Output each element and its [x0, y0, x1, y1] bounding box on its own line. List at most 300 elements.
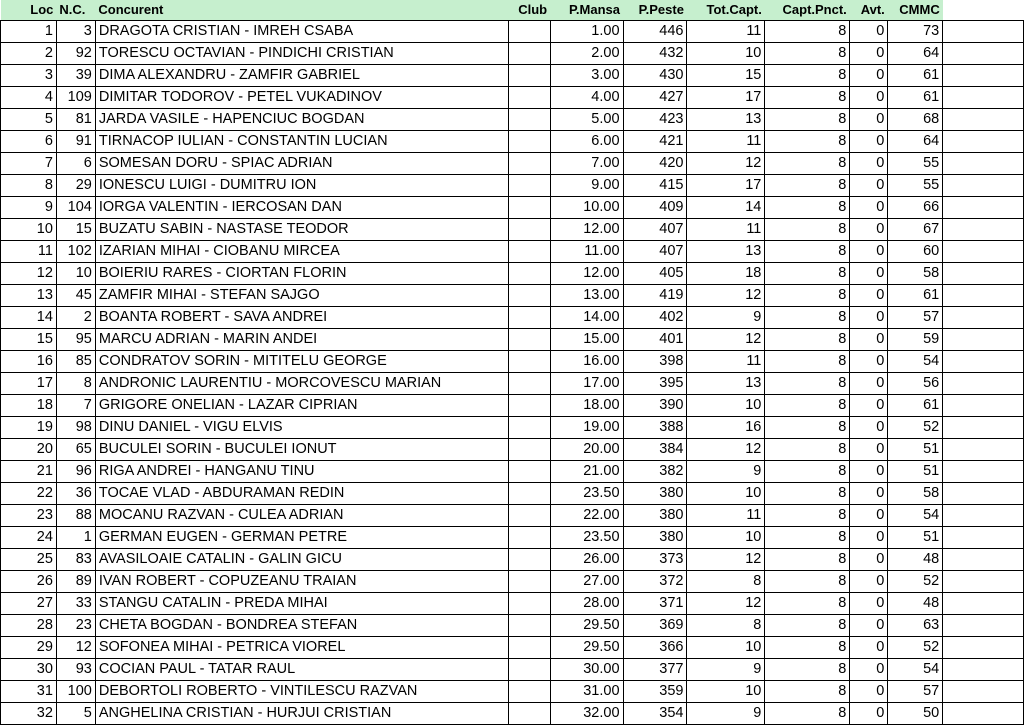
cell-p-mansa: 29.50 [550, 637, 623, 659]
cell-tot-capt: 10 [687, 395, 765, 417]
cell-capt-pnct: 8 [765, 307, 850, 329]
table-row [1, 263, 1024, 285]
cell-p-peste: 430 [623, 65, 687, 87]
cell-p-peste: 380 [623, 483, 687, 505]
cell-capt-pnct: 8 [765, 637, 850, 659]
table-row [1, 87, 1024, 109]
cell-club [508, 571, 550, 593]
cell-blank [943, 527, 1024, 549]
cell-cmmc: 48 [888, 549, 943, 571]
cell-loc: 1 [1, 21, 57, 43]
cell-concurent: SOFONEA MIHAI - PETRICA VIOREL [95, 637, 508, 659]
cell-blank [943, 439, 1024, 461]
cell-p-peste: 419 [623, 285, 687, 307]
cell-avt: 0 [850, 153, 888, 175]
cell-avt: 0 [850, 439, 888, 461]
cell-nc: 39 [56, 65, 95, 87]
table-row [1, 593, 1024, 615]
cell-tot-capt: 13 [687, 373, 765, 395]
cell-concurent: IORGA VALENTIN - IERCOSAN DAN [95, 197, 508, 219]
cell-tot-capt: 11 [687, 351, 765, 373]
cell-tot-capt: 16 [687, 417, 765, 439]
cell-loc: 5 [1, 109, 57, 131]
cell-capt-pnct: 8 [765, 703, 850, 725]
cell-nc: 36 [56, 483, 95, 505]
cell-p-peste: 384 [623, 439, 687, 461]
cell-club [508, 351, 550, 373]
cell-capt-pnct: 8 [765, 241, 850, 263]
cell-loc: 13 [1, 285, 57, 307]
cell-tot-capt: 18 [687, 263, 765, 285]
cell-avt: 0 [850, 593, 888, 615]
cell-blank [943, 571, 1024, 593]
cell-p-peste: 398 [623, 351, 687, 373]
cell-club [508, 395, 550, 417]
cell-club [508, 329, 550, 351]
cell-blank [943, 197, 1024, 219]
cell-blank [943, 329, 1024, 351]
header-club: Club [508, 0, 550, 21]
cell-avt: 0 [850, 131, 888, 153]
table-row [1, 153, 1024, 175]
cell-cmmc: 57 [888, 681, 943, 703]
cell-nc: 1 [56, 527, 95, 549]
cell-blank [943, 153, 1024, 175]
cell-concurent: ZAMFIR MIHAI - STEFAN SAJGO [95, 285, 508, 307]
cell-nc: 81 [56, 109, 95, 131]
cell-concurent: MARCU ADRIAN - MARIN ANDEI [95, 329, 508, 351]
cell-concurent: TORESCU OCTAVIAN - PINDICHI CRISTIAN [95, 43, 508, 65]
cell-capt-pnct: 8 [765, 373, 850, 395]
cell-blank [943, 43, 1024, 65]
header-avt: Avt. [850, 0, 888, 21]
table-row [1, 373, 1024, 395]
table-row [1, 131, 1024, 153]
cell-blank [943, 351, 1024, 373]
cell-p-peste: 407 [623, 219, 687, 241]
cell-avt: 0 [850, 241, 888, 263]
cell-nc: 83 [56, 549, 95, 571]
cell-loc: 11 [1, 241, 57, 263]
cell-p-peste: 377 [623, 659, 687, 681]
cell-p-mansa: 23.50 [550, 527, 623, 549]
cell-tot-capt: 9 [687, 703, 765, 725]
cell-concurent: DRAGOTA CRISTIAN - IMREH CSABA [95, 21, 508, 43]
cell-nc: 100 [56, 681, 95, 703]
cell-nc: 93 [56, 659, 95, 681]
cell-avt: 0 [850, 659, 888, 681]
table-row [1, 439, 1024, 461]
header-p-mansa: P.Mansa [550, 0, 623, 21]
cell-nc: 6 [56, 153, 95, 175]
cell-club [508, 439, 550, 461]
table-row [1, 461, 1024, 483]
cell-club [508, 285, 550, 307]
cell-loc: 26 [1, 571, 57, 593]
cell-club [508, 461, 550, 483]
cell-club [508, 373, 550, 395]
cell-avt: 0 [850, 65, 888, 87]
cell-concurent: IONESCU LUIGI - DUMITRU ION [95, 175, 508, 197]
cell-concurent: RIGA ANDREI - HANGANU TINU [95, 461, 508, 483]
cell-concurent: GERMAN EUGEN - GERMAN PETRE [95, 527, 508, 549]
cell-loc: 22 [1, 483, 57, 505]
cell-p-mansa: 10.00 [550, 197, 623, 219]
cell-capt-pnct: 8 [765, 153, 850, 175]
cell-loc: 28 [1, 615, 57, 637]
cell-nc: 102 [56, 241, 95, 263]
cell-nc: 8 [56, 373, 95, 395]
cell-loc: 29 [1, 637, 57, 659]
cell-avt: 0 [850, 175, 888, 197]
cell-p-peste: 359 [623, 681, 687, 703]
table-row [1, 395, 1024, 417]
cell-avt: 0 [850, 637, 888, 659]
cell-blank [943, 615, 1024, 637]
cell-p-peste: 390 [623, 395, 687, 417]
cell-p-peste: 401 [623, 329, 687, 351]
cell-p-peste: 372 [623, 571, 687, 593]
cell-p-mansa: 14.00 [550, 307, 623, 329]
cell-blank [943, 549, 1024, 571]
cell-p-mansa: 20.00 [550, 439, 623, 461]
cell-tot-capt: 11 [687, 219, 765, 241]
cell-cmmc: 57 [888, 307, 943, 329]
cell-p-peste: 402 [623, 307, 687, 329]
cell-cmmc: 55 [888, 153, 943, 175]
cell-blank [943, 417, 1024, 439]
cell-avt: 0 [850, 461, 888, 483]
cell-p-peste: 446 [623, 21, 687, 43]
cell-club [508, 65, 550, 87]
cell-tot-capt: 12 [687, 285, 765, 307]
cell-p-mansa: 2.00 [550, 43, 623, 65]
cell-club [508, 219, 550, 241]
cell-p-peste: 354 [623, 703, 687, 725]
table-row [1, 483, 1024, 505]
cell-blank [943, 219, 1024, 241]
cell-p-mansa: 7.00 [550, 153, 623, 175]
cell-club [508, 241, 550, 263]
cell-cmmc: 67 [888, 219, 943, 241]
cell-tot-capt: 10 [687, 681, 765, 703]
cell-tot-capt: 13 [687, 241, 765, 263]
cell-loc: 8 [1, 175, 57, 197]
cell-capt-pnct: 8 [765, 131, 850, 153]
table-row [1, 307, 1024, 329]
cell-nc: 7 [56, 395, 95, 417]
cell-tot-capt: 12 [687, 153, 765, 175]
cell-cmmc: 61 [888, 65, 943, 87]
cell-concurent: DINU DANIEL - VIGU ELVIS [95, 417, 508, 439]
cell-p-mansa: 12.00 [550, 263, 623, 285]
cell-capt-pnct: 8 [765, 417, 850, 439]
cell-capt-pnct: 8 [765, 593, 850, 615]
cell-capt-pnct: 8 [765, 659, 850, 681]
cell-p-mansa: 13.00 [550, 285, 623, 307]
cell-tot-capt: 13 [687, 109, 765, 131]
table-row [1, 571, 1024, 593]
header-tot-capt: Tot.Capt. [687, 0, 765, 21]
cell-club [508, 681, 550, 703]
cell-capt-pnct: 8 [765, 21, 850, 43]
cell-loc: 18 [1, 395, 57, 417]
cell-cmmc: 63 [888, 615, 943, 637]
cell-nc: 2 [56, 307, 95, 329]
cell-concurent: IVAN ROBERT - COPUZEANU TRAIAN [95, 571, 508, 593]
cell-avt: 0 [850, 527, 888, 549]
cell-capt-pnct: 8 [765, 263, 850, 285]
cell-nc: 98 [56, 417, 95, 439]
cell-cmmc: 51 [888, 461, 943, 483]
cell-capt-pnct: 8 [765, 285, 850, 307]
cell-blank [943, 659, 1024, 681]
cell-nc: 95 [56, 329, 95, 351]
cell-concurent: TOCAE VLAD - ABDURAMAN REDIN [95, 483, 508, 505]
cell-p-mansa: 31.00 [550, 681, 623, 703]
cell-avt: 0 [850, 681, 888, 703]
cell-p-mansa: 15.00 [550, 329, 623, 351]
cell-nc: 65 [56, 439, 95, 461]
cell-p-mansa: 19.00 [550, 417, 623, 439]
cell-club [508, 483, 550, 505]
cell-capt-pnct: 8 [765, 505, 850, 527]
cell-p-mansa: 5.00 [550, 109, 623, 131]
header-loc: Loc [1, 0, 57, 21]
cell-cmmc: 50 [888, 703, 943, 725]
cell-nc: 33 [56, 593, 95, 615]
cell-capt-pnct: 8 [765, 549, 850, 571]
cell-p-mansa: 16.00 [550, 351, 623, 373]
cell-p-mansa: 17.00 [550, 373, 623, 395]
cell-loc: 17 [1, 373, 57, 395]
cell-tot-capt: 10 [687, 43, 765, 65]
cell-loc: 2 [1, 43, 57, 65]
results-body [1, 21, 1024, 725]
cell-avt: 0 [850, 43, 888, 65]
cell-p-peste: 395 [623, 373, 687, 395]
cell-cmmc: 73 [888, 21, 943, 43]
cell-p-mansa: 4.00 [550, 87, 623, 109]
cell-cmmc: 52 [888, 417, 943, 439]
table-row [1, 219, 1024, 241]
cell-avt: 0 [850, 417, 888, 439]
cell-loc: 32 [1, 703, 57, 725]
cell-blank [943, 395, 1024, 417]
cell-avt: 0 [850, 21, 888, 43]
cell-concurent: BUZATU SABIN - NASTASE TEODOR [95, 219, 508, 241]
cell-club [508, 21, 550, 43]
cell-p-peste: 432 [623, 43, 687, 65]
cell-avt: 0 [850, 505, 888, 527]
cell-tot-capt: 9 [687, 307, 765, 329]
cell-capt-pnct: 8 [765, 615, 850, 637]
cell-avt: 0 [850, 483, 888, 505]
cell-p-peste: 427 [623, 87, 687, 109]
cell-capt-pnct: 8 [765, 87, 850, 109]
cell-concurent: SOMESAN DORU - SPIAC ADRIAN [95, 153, 508, 175]
cell-concurent: ANGHELINA CRISTIAN - HURJUI CRISTIAN [95, 703, 508, 725]
cell-loc: 9 [1, 197, 57, 219]
cell-p-peste: 382 [623, 461, 687, 483]
cell-p-peste: 373 [623, 549, 687, 571]
cell-p-peste: 371 [623, 593, 687, 615]
cell-avt: 0 [850, 703, 888, 725]
table-row [1, 175, 1024, 197]
cell-capt-pnct: 8 [765, 461, 850, 483]
table-row [1, 681, 1024, 703]
cell-p-mansa: 23.50 [550, 483, 623, 505]
cell-cmmc: 64 [888, 43, 943, 65]
cell-blank [943, 681, 1024, 703]
cell-p-peste: 423 [623, 109, 687, 131]
cell-tot-capt: 14 [687, 197, 765, 219]
cell-concurent: CHETA BOGDAN - BONDREA STEFAN [95, 615, 508, 637]
cell-capt-pnct: 8 [765, 527, 850, 549]
cell-p-peste: 420 [623, 153, 687, 175]
cell-avt: 0 [850, 263, 888, 285]
cell-blank [943, 87, 1024, 109]
cell-concurent: IZARIAN MIHAI - CIOBANU MIRCEA [95, 241, 508, 263]
cell-capt-pnct: 8 [765, 483, 850, 505]
table-row [1, 527, 1024, 549]
cell-blank [943, 285, 1024, 307]
header-nc: N.C. [56, 0, 95, 21]
cell-nc: 92 [56, 43, 95, 65]
cell-avt: 0 [850, 615, 888, 637]
cell-concurent: STANGU CATALIN - PREDA MIHAI [95, 593, 508, 615]
cell-nc: 85 [56, 351, 95, 373]
cell-tot-capt: 10 [687, 483, 765, 505]
cell-p-peste: 405 [623, 263, 687, 285]
table-row [1, 197, 1024, 219]
cell-p-mansa: 30.00 [550, 659, 623, 681]
table-row [1, 285, 1024, 307]
header-cmmc: CMMC [888, 0, 943, 21]
cell-tot-capt: 17 [687, 87, 765, 109]
cell-capt-pnct: 8 [765, 109, 850, 131]
cell-club [508, 43, 550, 65]
cell-cmmc: 54 [888, 505, 943, 527]
cell-club [508, 109, 550, 131]
cell-concurent: DIMITAR TODOROV - PETEL VUKADINOV [95, 87, 508, 109]
cell-blank [943, 131, 1024, 153]
cell-capt-pnct: 8 [765, 219, 850, 241]
cell-loc: 24 [1, 527, 57, 549]
cell-tot-capt: 10 [687, 527, 765, 549]
cell-cmmc: 61 [888, 87, 943, 109]
cell-blank [943, 373, 1024, 395]
cell-club [508, 637, 550, 659]
cell-nc: 45 [56, 285, 95, 307]
cell-capt-pnct: 8 [765, 681, 850, 703]
cell-club [508, 593, 550, 615]
cell-cmmc: 58 [888, 483, 943, 505]
cell-p-mansa: 6.00 [550, 131, 623, 153]
cell-blank [943, 307, 1024, 329]
cell-tot-capt: 12 [687, 593, 765, 615]
cell-club [508, 197, 550, 219]
cell-avt: 0 [850, 109, 888, 131]
cell-avt: 0 [850, 373, 888, 395]
cell-cmmc: 54 [888, 659, 943, 681]
cell-cmmc: 52 [888, 637, 943, 659]
header-concurent: Concurent [95, 0, 508, 21]
cell-capt-pnct: 8 [765, 329, 850, 351]
cell-p-mansa: 32.00 [550, 703, 623, 725]
cell-tot-capt: 9 [687, 659, 765, 681]
cell-p-peste: 366 [623, 637, 687, 659]
cell-tot-capt: 11 [687, 131, 765, 153]
cell-tot-capt: 15 [687, 65, 765, 87]
cell-p-mansa: 9.00 [550, 175, 623, 197]
cell-avt: 0 [850, 395, 888, 417]
cell-p-peste: 415 [623, 175, 687, 197]
cell-club [508, 153, 550, 175]
cell-capt-pnct: 8 [765, 571, 850, 593]
cell-cmmc: 48 [888, 593, 943, 615]
cell-loc: 19 [1, 417, 57, 439]
cell-nc: 91 [56, 131, 95, 153]
cell-capt-pnct: 8 [765, 175, 850, 197]
cell-tot-capt: 8 [687, 571, 765, 593]
cell-blank [943, 241, 1024, 263]
cell-p-peste: 388 [623, 417, 687, 439]
cell-loc: 4 [1, 87, 57, 109]
cell-p-peste: 369 [623, 615, 687, 637]
cell-p-peste: 407 [623, 241, 687, 263]
cell-cmmc: 61 [888, 285, 943, 307]
cell-blank [943, 593, 1024, 615]
cell-avt: 0 [850, 329, 888, 351]
cell-concurent: BOIERIU RARES - CIORTAN FLORIN [95, 263, 508, 285]
cell-p-mansa: 26.00 [550, 549, 623, 571]
cell-loc: 30 [1, 659, 57, 681]
cell-cmmc: 60 [888, 241, 943, 263]
cell-club [508, 87, 550, 109]
cell-avt: 0 [850, 285, 888, 307]
cell-club [508, 527, 550, 549]
cell-club [508, 703, 550, 725]
cell-loc: 7 [1, 153, 57, 175]
cell-loc: 27 [1, 593, 57, 615]
cell-tot-capt: 12 [687, 439, 765, 461]
cell-nc: 96 [56, 461, 95, 483]
cell-tot-capt: 11 [687, 21, 765, 43]
cell-cmmc: 59 [888, 329, 943, 351]
cell-capt-pnct: 8 [765, 43, 850, 65]
cell-avt: 0 [850, 571, 888, 593]
table-row [1, 241, 1024, 263]
cell-loc: 21 [1, 461, 57, 483]
cell-nc: 10 [56, 263, 95, 285]
table-row [1, 549, 1024, 571]
cell-p-mansa: 28.00 [550, 593, 623, 615]
cell-p-mansa: 3.00 [550, 65, 623, 87]
cell-nc: 3 [56, 21, 95, 43]
cell-concurent: MOCANU RAZVAN - CULEA ADRIAN [95, 505, 508, 527]
header-blank [943, 0, 1024, 21]
cell-avt: 0 [850, 549, 888, 571]
cell-capt-pnct: 8 [765, 395, 850, 417]
cell-loc: 31 [1, 681, 57, 703]
cell-concurent: COCIAN PAUL - TATAR RAUL [95, 659, 508, 681]
cell-p-peste: 421 [623, 131, 687, 153]
cell-tot-capt: 8 [687, 615, 765, 637]
header-row [1, 0, 1024, 21]
header-p-peste: P.Peste [623, 0, 687, 21]
cell-cmmc: 52 [888, 571, 943, 593]
